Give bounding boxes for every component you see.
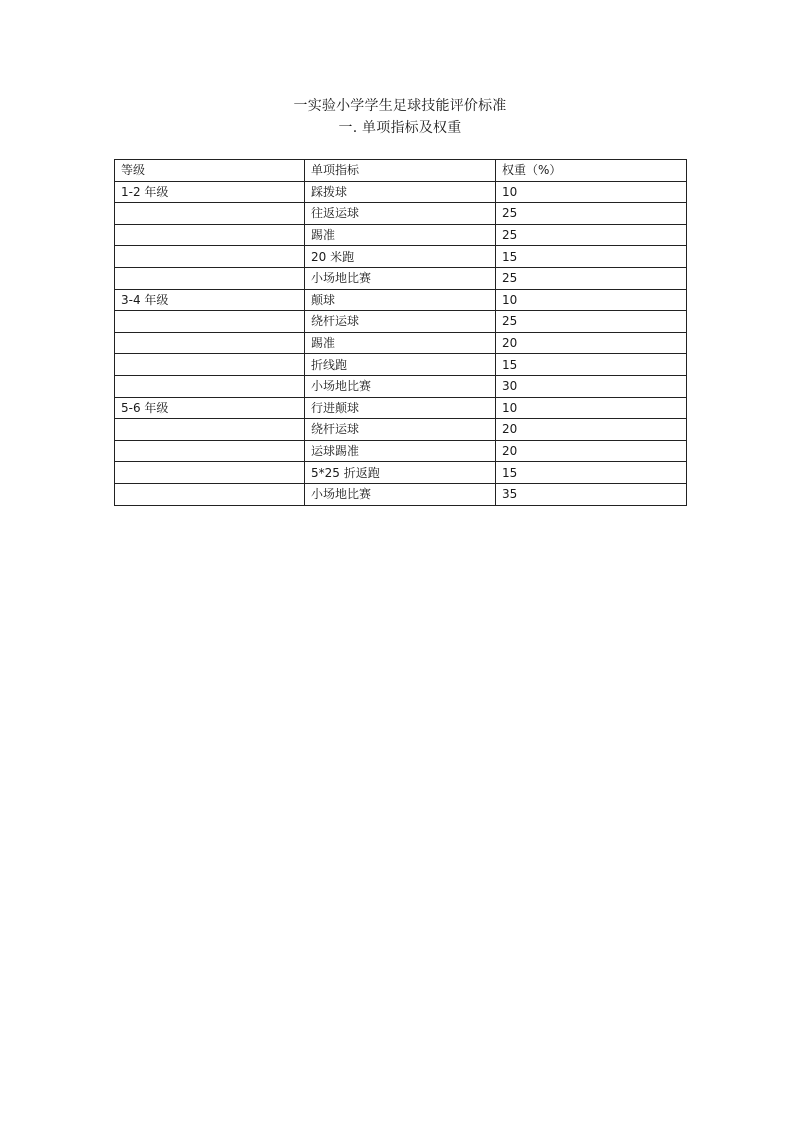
table-row <box>115 311 687 333</box>
cell-weight: 25 <box>496 311 687 333</box>
cell-weight: 35 <box>496 483 687 505</box>
table-row <box>115 224 687 246</box>
cell-weight: 15 <box>496 246 687 268</box>
table-row <box>115 483 687 505</box>
cell-grade <box>115 203 305 225</box>
table-row <box>115 397 687 419</box>
cell-weight: 15 <box>496 462 687 484</box>
cell-weight: 20 <box>496 440 687 462</box>
table-row <box>115 419 687 441</box>
cell-weight: 10 <box>496 289 687 311</box>
cell-item: 行进颠球 <box>305 397 496 419</box>
table-row <box>115 267 687 289</box>
section-heading: 一. 单项指标及权重 <box>338 120 462 136</box>
cell-item: 往返运球 <box>305 203 496 225</box>
cell-grade <box>115 462 305 484</box>
cell-item: 运球踢准 <box>305 440 496 462</box>
cell-weight: 25 <box>496 224 687 246</box>
cell-item: 小场地比赛 <box>305 483 496 505</box>
cell-weight: 10 <box>496 181 687 203</box>
cell-grade: 3-4 年级 <box>115 289 305 311</box>
cell-weight: 20 <box>496 419 687 441</box>
cell-grade <box>115 224 305 246</box>
cell-item: 5*25 折返跑 <box>305 462 496 484</box>
cell-weight: 15 <box>496 354 687 376</box>
cell-item: 踩拨球 <box>305 181 496 203</box>
cell-grade: 1-2 年级 <box>115 181 305 203</box>
cell-weight: 25 <box>496 267 687 289</box>
cell-grade <box>115 375 305 397</box>
cell-item: 绕杆运球 <box>305 311 496 333</box>
cell-item: 踢准 <box>305 332 496 354</box>
cell-item: 20 米跑 <box>305 246 496 268</box>
table-row <box>115 462 687 484</box>
cell-item: 折线跑 <box>305 354 496 376</box>
table-row <box>115 354 687 376</box>
cell-grade <box>115 246 305 268</box>
cell-grade <box>115 267 305 289</box>
table-row <box>115 440 687 462</box>
cell-item: 小场地比赛 <box>305 267 496 289</box>
cell-grade <box>115 311 305 333</box>
cell-weight: 30 <box>496 375 687 397</box>
cell-grade: 5-6 年级 <box>115 397 305 419</box>
cell-grade <box>115 419 305 441</box>
table-row <box>115 203 687 225</box>
table-row <box>115 246 687 268</box>
document-title: 一实验小学学生足球技能评价标准 <box>293 98 507 114</box>
table-row <box>115 332 687 354</box>
cell-item: 颠球 <box>305 289 496 311</box>
cell-weight: 10 <box>496 397 687 419</box>
cell-weight: 25 <box>496 203 687 225</box>
table-row <box>115 181 687 203</box>
table-row <box>115 289 687 311</box>
table-header-row <box>115 160 687 182</box>
cell-item: 踢准 <box>305 224 496 246</box>
cell-item: 绕杆运球 <box>305 419 496 441</box>
cell-item: 小场地比赛 <box>305 375 496 397</box>
cell-grade <box>115 483 305 505</box>
header-item: 单项指标 <box>305 160 496 182</box>
cell-grade <box>115 440 305 462</box>
cell-grade <box>115 354 305 376</box>
header-weight: 权重（%） <box>496 160 687 182</box>
header-grade: 等级 <box>115 160 305 182</box>
cell-grade <box>115 332 305 354</box>
table-row <box>115 375 687 397</box>
weights-table <box>114 159 687 506</box>
cell-weight: 20 <box>496 332 687 354</box>
